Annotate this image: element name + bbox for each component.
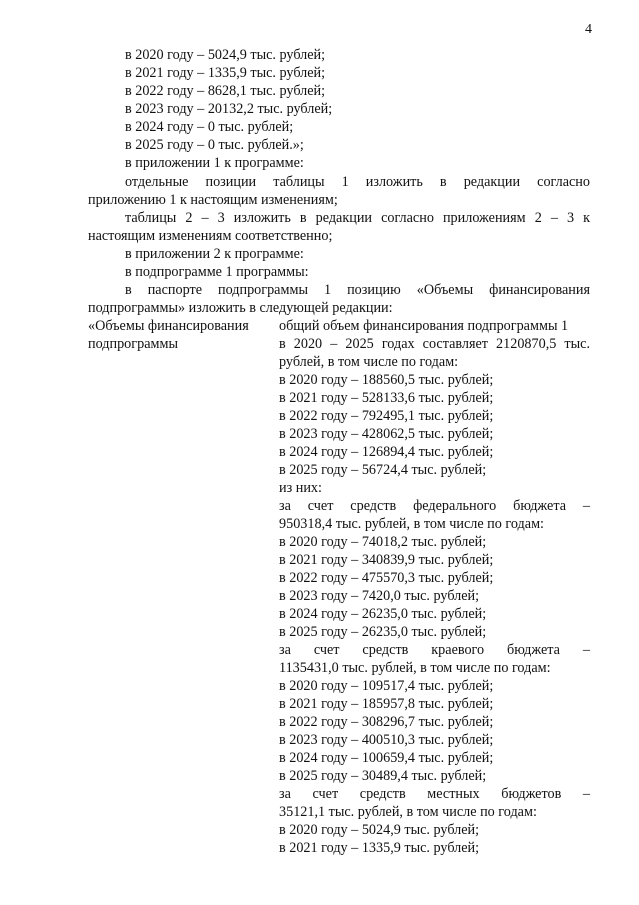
local-line: за счет средств местных бюджетов – — [279, 786, 590, 802]
year-line: в 2025 году – 56724,4 тыс. рублей; — [279, 462, 487, 478]
year-line: в 2022 году – 792495,1 тыс. рублей; — [279, 408, 494, 424]
year-line: в 2020 году – 5024,9 тыс. рублей; — [279, 822, 480, 838]
year-line: в 2023 году – 428062,5 тыс. рублей; — [279, 426, 494, 442]
local-line: 35121,1 тыс. рублей, в том числе по годам: — [279, 804, 537, 820]
year-line: в 2021 году – 1335,9 тыс. рублей; — [279, 840, 480, 856]
intro-line: в 2025 году – 0 тыс. рублей.»; — [125, 137, 304, 153]
intro-line: в 2022 году – 8628,1 тыс. рублей; — [125, 83, 326, 99]
paragraph-line: настоящим изменениям соответственно; — [88, 228, 333, 244]
year-line: в 2025 году – 30489,4 тыс. рублей; — [279, 768, 487, 784]
intro-line: в 2021 году – 1335,9 тыс. рублей; — [125, 65, 326, 81]
year-line: в 2021 году – 185957,8 тыс. рублей; — [279, 696, 494, 712]
of-them-label: из них: — [279, 480, 322, 496]
paragraph-line: таблицы 2 – 3 изложить в редакции согласно приложениям 2 – 3 к — [125, 210, 590, 226]
federal-line: за счет средств федерального бюджета – — [279, 498, 590, 514]
year-line: в 2023 году – 7420,0 тыс. рублей; — [279, 588, 480, 604]
paragraph-line: подпрограммы» изложить в следующей редакции: — [88, 300, 393, 316]
intro-line: в 2020 году – 5024,9 тыс. рублей; — [125, 47, 326, 63]
total-line: рублей, в том числе по годам: — [279, 354, 459, 370]
intro-line: в приложении 1 к программе: — [125, 155, 304, 171]
federal-line: 950318,4 тыс. рублей, в том числе по годам: — [279, 516, 544, 532]
paragraph-line: в приложении 2 к программе: — [125, 246, 304, 262]
year-line: в 2021 году – 340839,9 тыс. рублей; — [279, 552, 494, 568]
intro-line: в 2023 году – 20132,2 тыс. рублей; — [125, 101, 333, 117]
paragraph-line: приложению 1 к настоящим изменениям; — [88, 192, 338, 208]
year-line: в 2024 году – 100659,4 тыс. рублей; — [279, 750, 494, 766]
paragraph-line: в паспорте подпрограммы 1 позицию «Объемы финансирования — [125, 282, 590, 298]
total-line: в 2020 – 2025 годах составляет 2120870,5 тыс. — [279, 336, 590, 352]
regional-line: 1135431,0 тыс. рублей, в том числе по годам: — [279, 660, 551, 676]
intro-line: в 2024 году – 0 тыс. рублей; — [125, 119, 294, 135]
year-line: в 2024 году – 26235,0 тыс. рублей; — [279, 606, 487, 622]
year-line: в 2023 году – 400510,3 тыс. рублей; — [279, 732, 494, 748]
table-left-cell: «Объемы финансирования — [88, 318, 249, 334]
paragraph-line: отдельные позиции таблицы 1 изложить в редакции согласно — [125, 174, 590, 190]
year-line: в 2024 году – 126894,4 тыс. рублей; — [279, 444, 494, 460]
year-line: в 2020 году – 188560,5 тыс. рублей; — [279, 372, 494, 388]
total-line: общий объем финансирования подпрограммы 1 — [279, 318, 569, 334]
year-line: в 2020 году – 109517,4 тыс. рублей; — [279, 678, 494, 694]
table-left-cell: подпрограммы — [88, 336, 178, 352]
year-line: в 2020 году – 74018,2 тыс. рублей; — [279, 534, 487, 550]
year-line: в 2022 году – 475570,3 тыс. рублей; — [279, 570, 494, 586]
year-line: в 2021 году – 528133,6 тыс. рублей; — [279, 390, 494, 406]
year-line: в 2025 году – 26235,0 тыс. рублей; — [279, 624, 487, 640]
year-line: в 2022 году – 308296,7 тыс. рублей; — [279, 714, 494, 730]
paragraph-line: в подпрограмме 1 программы: — [125, 264, 309, 280]
regional-line: за счет средств краевого бюджета – — [279, 642, 590, 658]
page-number: 4 — [585, 22, 592, 37]
